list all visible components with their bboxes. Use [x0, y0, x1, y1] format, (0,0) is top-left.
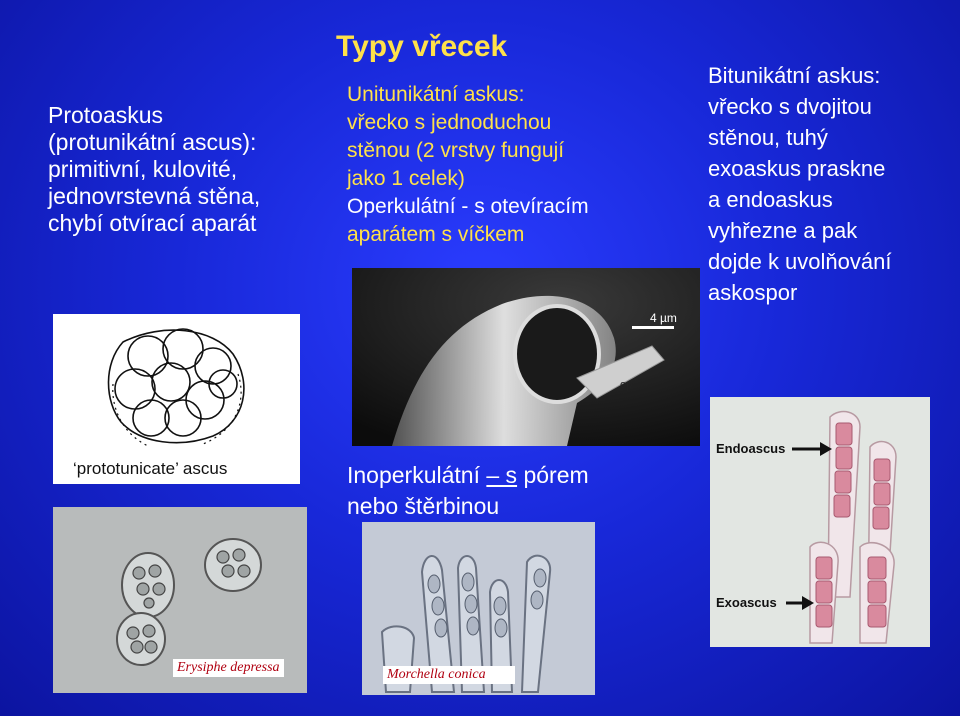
- sem-operculum-label: op: [620, 379, 633, 391]
- sem-scale-label: 4 µm: [650, 311, 677, 325]
- bitunicate-line: Bitunikátní askus:: [708, 63, 881, 88]
- operculate-line: aparátem s víčkem: [347, 223, 525, 246]
- unitunicate-line: stěnou (2 vrstvy fungují: [347, 139, 565, 162]
- protoascus-line: (protunikátní ascus):: [48, 129, 257, 155]
- operculate-sem-image: [352, 268, 700, 446]
- bitunicate-description: [708, 60, 958, 308]
- unitunicate-line: jako 1 celek): [347, 167, 465, 190]
- inoperculate-text: Inoperkulátní: [347, 462, 487, 488]
- inoperculate-line: [347, 460, 667, 491]
- endoascus-label: Endoascus: [716, 441, 786, 456]
- prototunicate-ascus-image: [53, 314, 300, 484]
- morchella-image: [362, 522, 595, 695]
- prototunicate-drawing: [53, 314, 300, 484]
- protoascus-description: [48, 102, 333, 237]
- bitunicate-line: a endoaskus: [708, 187, 833, 212]
- unitunicate-line: Unitunikátní askus:: [347, 83, 525, 106]
- unitunicate-description: [347, 81, 687, 249]
- inoperculate-underlined: – s: [486, 462, 518, 488]
- morchella-caption: Morchella conica: [383, 666, 515, 684]
- bitunicate-line: vyhřezne a pak: [708, 218, 858, 243]
- protoascus-line: jednovrstevná stěna,: [48, 183, 261, 209]
- sem-drawing: [352, 268, 700, 446]
- protoascus-line: chybí otvírací aparát: [48, 210, 257, 236]
- bitunicate-line: askospor: [708, 280, 798, 305]
- bitunicate-image: [710, 397, 930, 647]
- inoperculate-description: [347, 460, 667, 522]
- unitunicate-line: vřecko s jednoduchou: [347, 111, 552, 134]
- bitunicate-line: exoaskus praskne: [708, 156, 886, 181]
- erysiphe-image: [53, 507, 307, 693]
- inoperculate-line-2: nebo štěrbinou: [347, 493, 500, 519]
- page-title: Typy vřecek: [336, 30, 508, 63]
- operculate-line: Operkulátní - s otevíracím: [347, 195, 589, 218]
- prototunicate-label: ‘prototunicate’ ascus: [73, 459, 228, 478]
- erysiphe-caption: Erysiphe depressa: [173, 659, 284, 677]
- protoascus-line: Protoaskus: [48, 102, 164, 128]
- bitunicate-drawing: [710, 397, 930, 647]
- protoascus-line: primitivní, kulovité,: [48, 156, 238, 182]
- inoperculate-text-2: pórem: [517, 462, 589, 488]
- sem-scale-bar: [632, 326, 674, 329]
- bitunicate-line: vřecko s dvojitou: [708, 94, 872, 119]
- bitunicate-line: stěnou, tuhý: [708, 125, 828, 150]
- exoascus-label: Exoascus: [716, 595, 777, 610]
- bitunicate-line: dojde k uvolňování: [708, 249, 892, 274]
